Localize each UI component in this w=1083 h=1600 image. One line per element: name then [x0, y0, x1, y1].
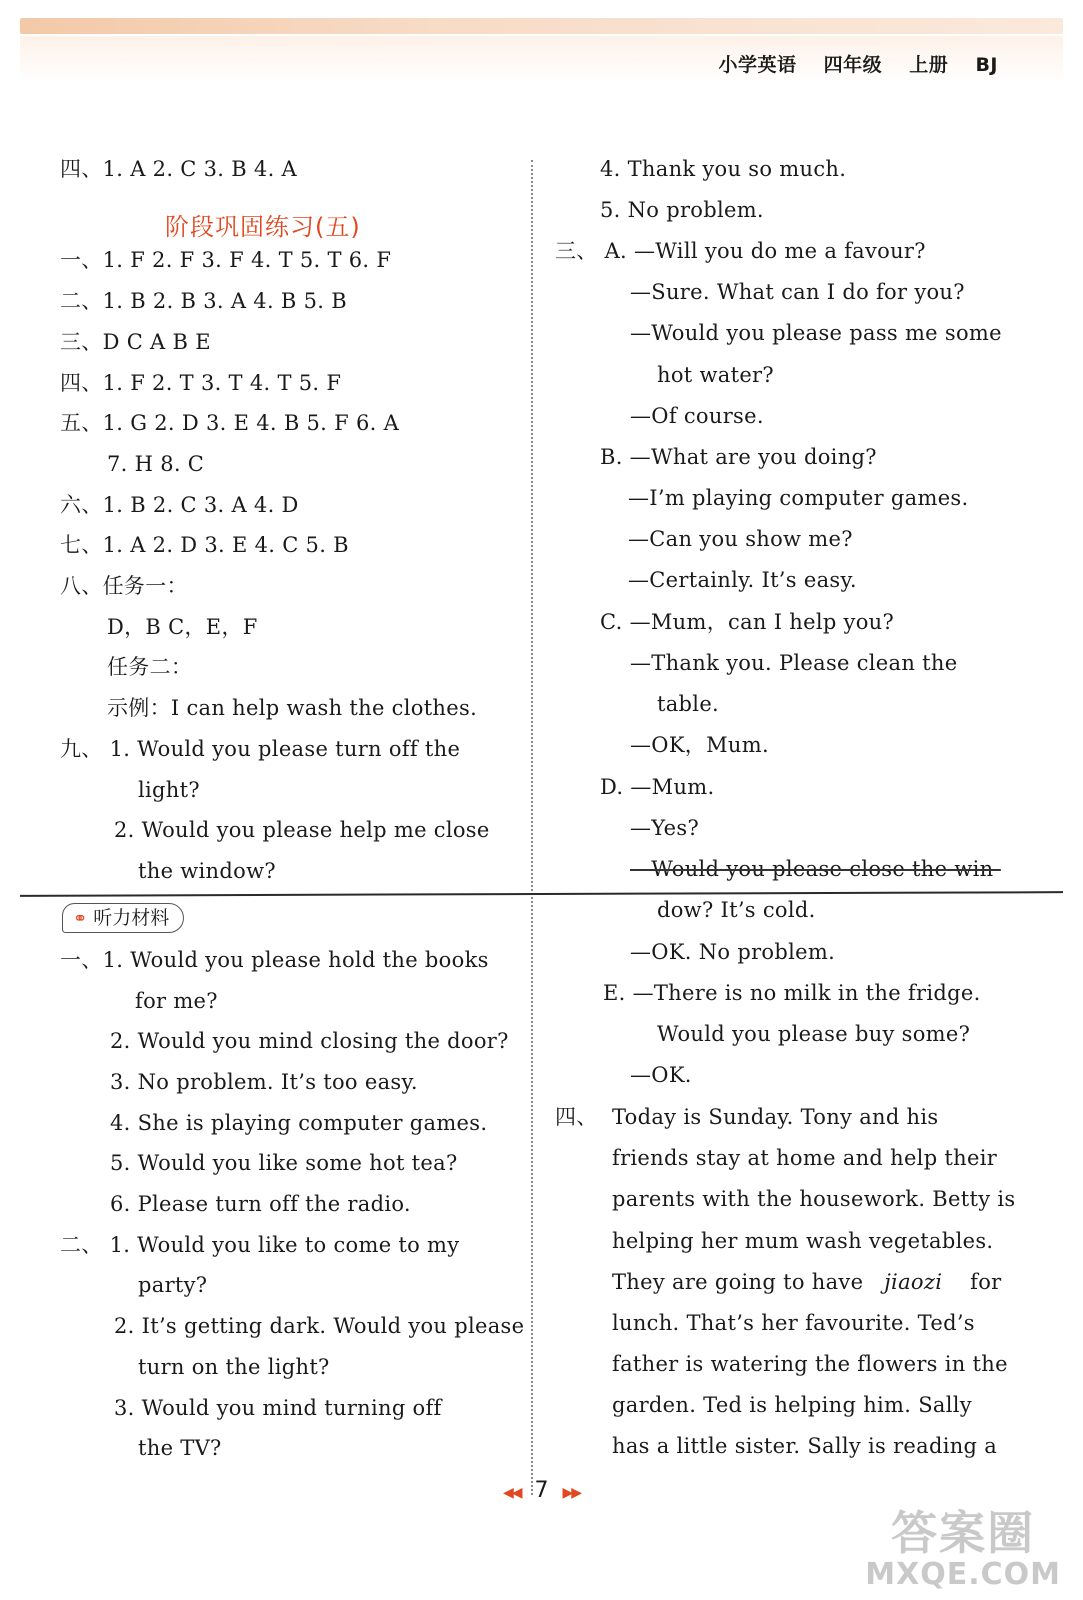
- listening-line: 2. It’s getting dark. Would you please: [114, 1314, 525, 1338]
- dialogue-line: —Would you please pass me some: [630, 321, 1002, 345]
- dialogue-line: —OK.: [630, 1063, 692, 1087]
- answer-line: 四、1. A 2. C 3. B 4. A: [60, 157, 298, 181]
- answer-line: 九、 1. Would you please turn off the: [60, 737, 461, 761]
- dialogue-line: —Certainly. It’s easy.: [628, 568, 857, 592]
- page-footer: [0, 1478, 1083, 1503]
- listening-line: 4. She is playing computer games.: [110, 1111, 488, 1135]
- answer-line: 八、任务一：: [60, 574, 188, 598]
- dialogue-line: E. —There is no milk in the fridge.: [603, 981, 981, 1005]
- dialogue-line: hot water?: [657, 363, 774, 387]
- dialogue-line: B. —What are you doing?: [600, 445, 877, 469]
- listening-line: 3. No problem. It’s too easy.: [110, 1070, 418, 1094]
- dialogue-line: —Thank you. Please clean the: [630, 651, 958, 675]
- paragraph-line: parents with the housework. Betty is: [612, 1187, 1016, 1211]
- page-header: [699, 50, 998, 77]
- paragraph-italic: jiaozi: [884, 1270, 943, 1294]
- dialogue-line: —Sure. What can I do for you?: [630, 280, 965, 304]
- dialogue-line: dow? It’s cold.: [657, 898, 816, 922]
- answer-line: light?: [138, 778, 200, 802]
- dialogue-line: —Would you please close the win-: [630, 857, 1001, 881]
- answer-line: 二、1. B 2. B 3. A 4. B 5. B: [60, 289, 347, 313]
- listening-line: party?: [138, 1273, 208, 1297]
- paragraph-line: has a little sister. Sally is reading a: [612, 1434, 998, 1458]
- header-grade: 四年级: [823, 54, 883, 76]
- listening-line: 3. Would you mind turning off: [114, 1396, 442, 1420]
- section-rule: [20, 891, 1063, 897]
- answer-line: 三、D C A B E: [60, 330, 211, 354]
- dialogue-line: —Of course.: [630, 404, 764, 428]
- page-number: 7: [534, 1478, 549, 1503]
- watermark-line2: MXQE.COM: [865, 1557, 1061, 1592]
- dialogue-line: D. —Mum.: [600, 775, 715, 799]
- headphones-icon: ⚭: [73, 909, 88, 929]
- paragraph-line: garden. Ted is helping him. Sally: [612, 1393, 972, 1417]
- dialogue-line: —OK，Mum.: [630, 733, 769, 757]
- section-title: 阶段巩固练习(五): [165, 213, 361, 241]
- listening-line: the TV?: [138, 1436, 222, 1460]
- listening-line: 二、 1. Would you like to come to my: [60, 1233, 460, 1257]
- dialogue-line: —OK. No problem.: [630, 940, 836, 964]
- answer-line: the window?: [138, 859, 276, 883]
- listening-badge: [62, 903, 184, 933]
- listening-line: 5. Would you like some hot tea?: [110, 1151, 458, 1175]
- answer-line: 示例：I can help wash the clothes.: [107, 696, 478, 720]
- answer-line: 一、1. F 2. F 3. F 4. T 5. T 6. F: [60, 248, 392, 272]
- listening-label: 听力材料: [93, 907, 170, 929]
- prev-arrows-icon: ◀◀: [502, 1485, 521, 1501]
- answer-line: 七、1. A 2. D 3. E 4. C 5. B: [60, 533, 349, 557]
- dialogue-line: C. —Mum，can I help you?: [600, 610, 895, 634]
- column-divider: [531, 160, 533, 1495]
- listening-line: for me?: [135, 989, 218, 1013]
- dialogue-line: table.: [657, 692, 720, 716]
- paragraph-line: friends stay at home and help their: [612, 1146, 998, 1170]
- answer-line: 7. H 8. C: [107, 452, 205, 476]
- paragraph-line: [612, 1270, 1002, 1294]
- watermark: [865, 1508, 1061, 1592]
- dialogue-line: 4. Thank you so much.: [600, 157, 847, 181]
- paragraph-text: for: [970, 1270, 1002, 1294]
- listening-line: 6. Please turn off the radio.: [110, 1192, 411, 1216]
- answer-line: 任务二：: [107, 655, 193, 679]
- dialogue-line: —I’m playing computer games.: [628, 486, 969, 510]
- dialogue-line: —Yes?: [630, 816, 700, 840]
- answer-line: 2. Would you please help me close: [114, 818, 490, 842]
- listening-line: 一、1. Would you please hold the books: [60, 948, 489, 972]
- header-subject: 小学英语: [718, 54, 797, 76]
- paragraph-line: lunch. That’s her favourite. Ted’s: [612, 1311, 975, 1335]
- answer-line: 五、1. G 2. D 3. E 4. B 5. F 6. A: [60, 411, 400, 435]
- dialogue-line: Would you please buy some?: [657, 1022, 971, 1046]
- listening-line: 2. Would you mind closing the door?: [110, 1029, 509, 1053]
- watermark-line1: 答案圈: [891, 1506, 1036, 1560]
- listening-line: turn on the light?: [138, 1355, 330, 1379]
- next-arrows-icon: ▶▶: [562, 1485, 581, 1501]
- header-edition: BJ: [975, 54, 998, 76]
- paragraph-text: They are going to have: [612, 1270, 864, 1294]
- paragraph-line: Today is Sunday. Tony and his: [612, 1105, 939, 1129]
- header-volume: 上册: [909, 54, 949, 76]
- dialogue-line: 三、 A. —Will you do me a favour?: [555, 239, 926, 263]
- header-stripe: [20, 18, 1063, 34]
- paragraph-label: 四、: [555, 1105, 598, 1129]
- paragraph-line: helping her mum wash vegetables.: [612, 1229, 994, 1253]
- paragraph-line: father is watering the flowers in the: [612, 1352, 1008, 1376]
- dialogue-line: 5. No problem.: [600, 198, 764, 222]
- dialogue-line: —Can you show me?: [628, 527, 853, 551]
- answer-line: 四、1. F 2. T 3. T 4. T 5. F: [60, 371, 342, 395]
- answer-line: 六、1. B 2. C 3. A 4. D: [60, 493, 299, 517]
- answer-line: D，B C，E，F: [107, 615, 258, 639]
